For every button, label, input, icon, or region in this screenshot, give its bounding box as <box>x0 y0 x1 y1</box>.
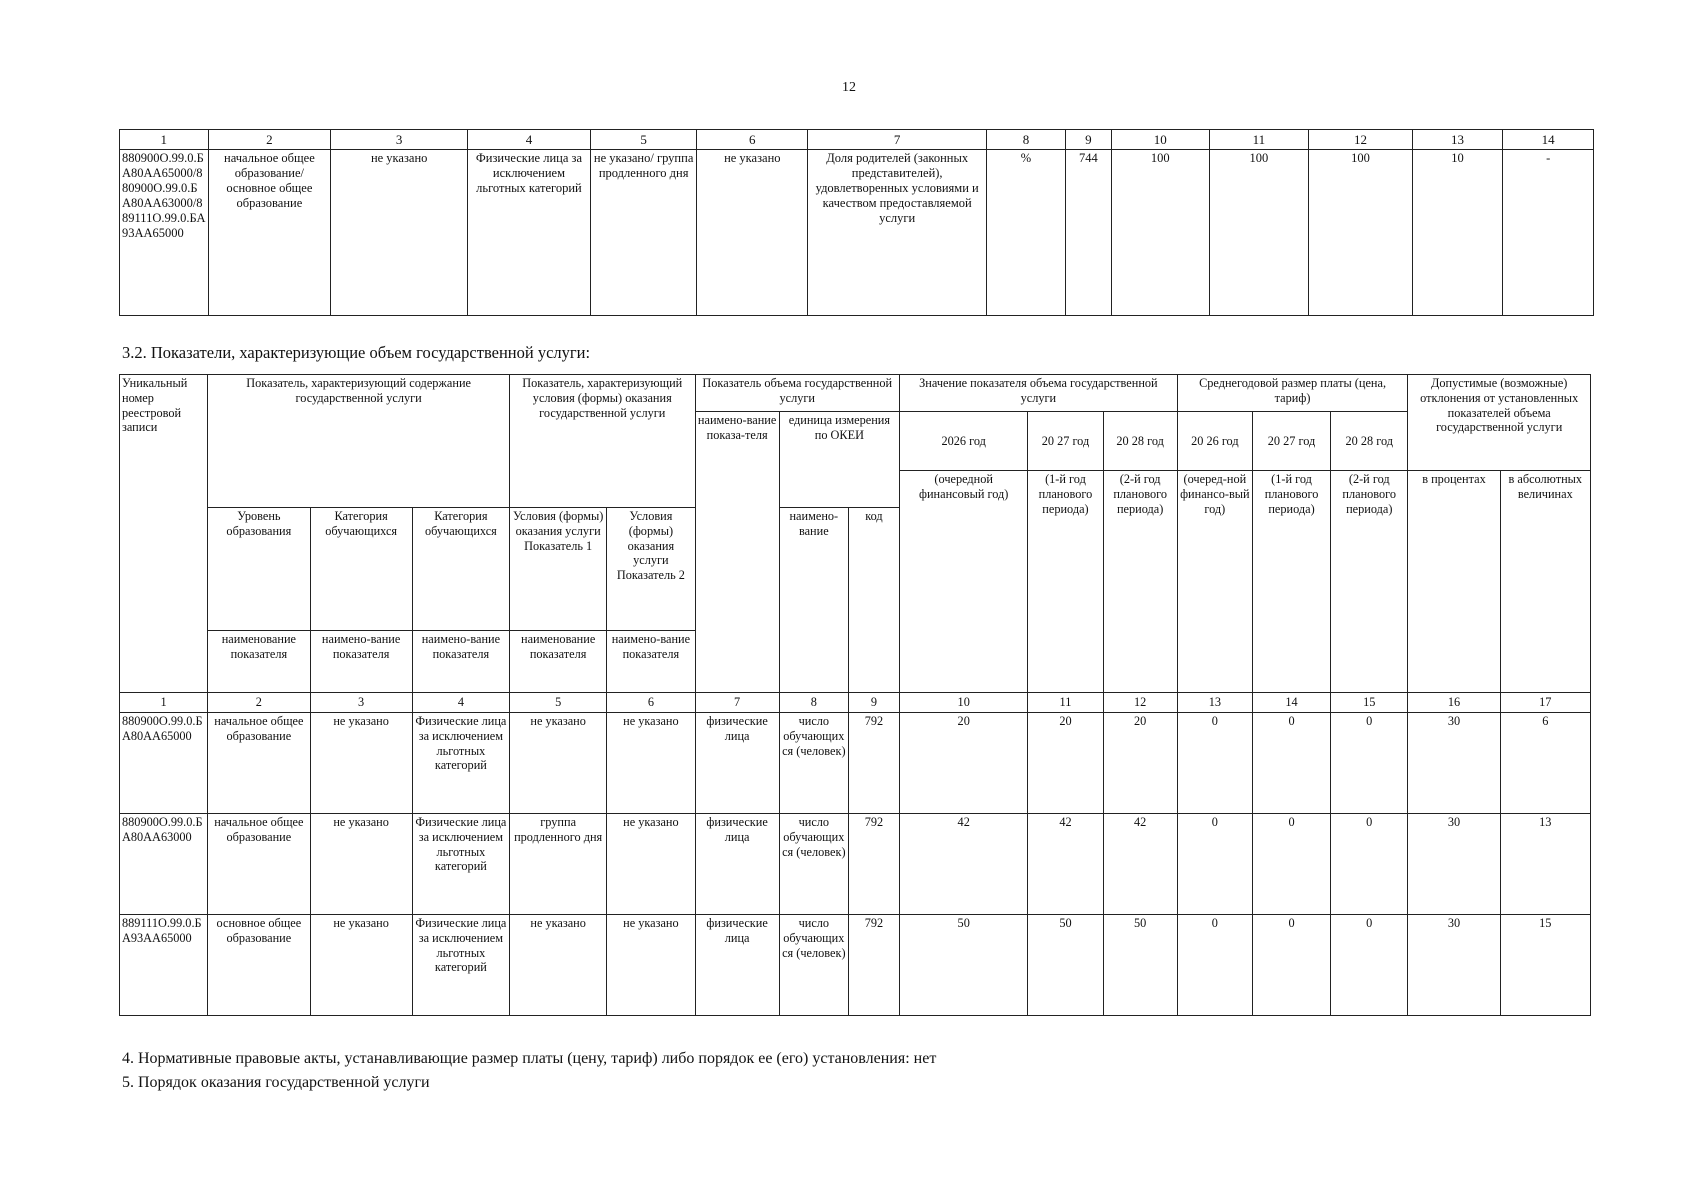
service-conditions: не указано <box>510 713 607 814</box>
education-level: основное общее образование <box>208 915 310 1016</box>
period-note: (1-й год планового периода) <box>1252 471 1330 693</box>
price-2027: 0 <box>1252 915 1330 1016</box>
value-2027: 20 <box>1028 713 1103 814</box>
year-header: 2026 год <box>900 412 1028 471</box>
indicator-name: Доля родителей (законных представителей), удовлетворенных условиями и качеством предоставляемой услуги <box>808 150 987 316</box>
value-2026: 20 <box>900 713 1028 814</box>
header-allowed-deviation: Допустимые (возможные) отклонения от установленных показателей объема государственной услуги <box>1408 375 1591 471</box>
page-number: 12 <box>842 80 856 95</box>
deviation-percent: 30 <box>1408 915 1500 1016</box>
table-row <box>120 915 1591 1016</box>
header-unit: единица измерения по ОКЕИ <box>779 412 899 508</box>
volume-indicator-name: физические лица <box>695 814 779 915</box>
header-average-price: Среднегодовой размер платы (цена, тариф) <box>1177 375 1408 412</box>
col-number: 2 <box>208 693 310 713</box>
deviation-percent: 30 <box>1408 814 1500 915</box>
header-volume-indicator: Показатель объема государственной услуги <box>695 375 900 412</box>
header-conditions-indicator: Показатель, характеризующий условия (формы) оказания государственной услуги <box>510 375 696 508</box>
col-number: 3 <box>331 130 468 150</box>
header-unit-name: наимено-вание <box>779 508 848 693</box>
table-row <box>120 713 1591 814</box>
volume-indicator-name: физические лица <box>695 915 779 1016</box>
education-level: начальное общее образование <box>208 713 310 814</box>
sub-header: Уровень образования <box>208 508 310 631</box>
col-number: 7 <box>808 130 987 150</box>
deviation-absolute: - <box>1503 150 1594 316</box>
table-row <box>120 150 1594 316</box>
service-conditions: не указано <box>510 915 607 1016</box>
student-category: Физические лица за исключением льготных категорий <box>412 814 509 915</box>
col-number: 7 <box>695 693 779 713</box>
deviation-absolute: 13 <box>1500 814 1590 915</box>
year-header: 20 26 год <box>1177 412 1252 471</box>
col-number: 17 <box>1500 693 1590 713</box>
col-number: 15 <box>1331 693 1408 713</box>
header-volume-value: Значение показателя объема государственной услуги <box>900 375 1178 412</box>
volume-indicator-name: физические лица <box>695 713 779 814</box>
price-2028: 0 <box>1331 814 1408 915</box>
value-2026: 50 <box>900 915 1028 1016</box>
col-number: 4 <box>412 693 509 713</box>
sub-header: Категория обучающихся <box>412 508 509 631</box>
price-2028: 0 <box>1331 915 1408 1016</box>
deviation-absolute: 15 <box>1500 915 1590 1016</box>
col-number: 5 <box>590 130 697 150</box>
value-2028: 42 <box>1103 814 1177 915</box>
deviation-absolute: 6 <box>1500 713 1590 814</box>
col-number: 13 <box>1412 130 1503 150</box>
deviation-percent: 10 <box>1412 150 1503 316</box>
footer-legal-acts: 4. Нормативные правовые акты, устанавливающие размер платы (цену, тариф) либо порядок ее (его) установления: нет <box>122 1050 937 1067</box>
col-number: 3 <box>310 693 412 713</box>
quality-indicators-table <box>119 129 1594 316</box>
col-number: 9 <box>848 693 899 713</box>
period-note: (очеред-ной финансо-вый год) <box>1177 471 1252 693</box>
col-number: 13 <box>1177 693 1252 713</box>
service-conditions: не указано/ группа продленного дня <box>590 150 697 316</box>
name-header: наименование показателя <box>510 631 607 693</box>
sub-header: Условия (формы) оказания услуги Показатель 2 <box>607 508 695 631</box>
year-header: 20 27 год <box>1252 412 1330 471</box>
deviation-percent: 30 <box>1408 713 1500 814</box>
price-2027: 0 <box>1252 713 1330 814</box>
col-number: 8 <box>987 130 1065 150</box>
unit-name: число обучающихся (человек) <box>779 814 848 915</box>
price-2028: 0 <box>1331 713 1408 814</box>
price-2026: 0 <box>1177 713 1252 814</box>
service-conditions: группа продленного дня <box>510 814 607 915</box>
col-number: 2 <box>208 130 331 150</box>
price-2026: 0 <box>1177 915 1252 1016</box>
col-number: 14 <box>1503 130 1594 150</box>
col-number: 12 <box>1309 130 1413 150</box>
col-number: 8 <box>779 693 848 713</box>
col-number: 5 <box>510 693 607 713</box>
unit-code: 744 <box>1065 150 1111 316</box>
header-volume-name: наимено-вание показа-теля <box>695 412 779 693</box>
education-level: начальное общее образование <box>208 814 310 915</box>
col-number: 12 <box>1103 693 1177 713</box>
cell: не указано <box>310 713 412 814</box>
sub-header: Категория обучающихся <box>310 508 412 631</box>
header-unique-number: Уникальный номер реестровой записи <box>120 375 208 693</box>
cell: не указано <box>331 150 468 316</box>
period-note: (очередной финансовый год) <box>900 471 1028 693</box>
header-unit-code: код <box>848 508 899 693</box>
name-header: наименование показателя <box>208 631 310 693</box>
col-number: 11 <box>1209 130 1309 150</box>
unit-name: % <box>987 150 1065 316</box>
volume-indicators-table <box>119 374 1591 1016</box>
value-2028: 20 <box>1103 713 1177 814</box>
table-row <box>120 814 1591 915</box>
value-2026: 42 <box>900 814 1028 915</box>
name-header: наимено-вание показателя <box>412 631 509 693</box>
period-note: (2-й год планового периода) <box>1103 471 1177 693</box>
table2-col-numbers <box>120 693 1591 713</box>
col-number: 6 <box>607 693 695 713</box>
price-2026: 0 <box>1177 814 1252 915</box>
period-note: (2-й год планового периода) <box>1331 471 1408 693</box>
cell: не указано <box>607 814 695 915</box>
value-2027: 50 <box>1028 915 1103 1016</box>
value-2027: 100 <box>1209 150 1309 316</box>
registry-number: 880900О.99.0.БА80АА65000/880900О.99.0.БА80АА63000/889111О.99.0.БА93АА65000 <box>120 150 209 316</box>
value-2028: 50 <box>1103 915 1177 1016</box>
section-title: 3.2. Показатели, характеризующие объем государственной услуги: <box>122 343 591 362</box>
unit-name: число обучающихся (человек) <box>779 915 848 1016</box>
header-deviation-absolute: в абсолютных величинах <box>1500 471 1590 693</box>
unit-code: 792 <box>848 814 899 915</box>
sub-header: Условия (формы) оказания услуги Показатель 1 <box>510 508 607 631</box>
header-deviation-percent: в процентах <box>1408 471 1500 693</box>
col-number: 16 <box>1408 693 1500 713</box>
value-2028: 100 <box>1309 150 1413 316</box>
col-number: 1 <box>120 130 209 150</box>
name-header: наимено-вание показателя <box>310 631 412 693</box>
education-level: начальное общее образование/ основное общее образование <box>208 150 331 316</box>
cell: не указано <box>607 915 695 1016</box>
registry-number: 889111О.99.0.БА93АА65000 <box>120 915 208 1016</box>
year-header: 20 28 год <box>1331 412 1408 471</box>
value-2027: 42 <box>1028 814 1103 915</box>
registry-number: 880900О.99.0.БА80АА63000 <box>120 814 208 915</box>
footer-service-procedure: 5. Порядок оказания государственной услуги <box>122 1074 430 1091</box>
table1-col-numbers <box>120 130 1594 150</box>
year-header: 20 28 год <box>1103 412 1177 471</box>
period-note: (1-й год планового периода) <box>1028 471 1103 693</box>
unit-code: 792 <box>848 915 899 1016</box>
col-number: 10 <box>1111 130 1209 150</box>
unit-code: 792 <box>848 713 899 814</box>
col-number: 9 <box>1065 130 1111 150</box>
cell: не указано <box>697 150 808 316</box>
name-header: наимено-вание показателя <box>607 631 695 693</box>
student-category: Физические лица за исключением льготных категорий <box>468 150 591 316</box>
col-number: 14 <box>1252 693 1330 713</box>
value-2026: 100 <box>1111 150 1209 316</box>
col-number: 11 <box>1028 693 1103 713</box>
cell: не указано <box>310 814 412 915</box>
col-number: 6 <box>697 130 808 150</box>
cell: не указано <box>607 713 695 814</box>
header-content-indicator: Показатель, характеризующий содержание государственной услуги <box>208 375 510 508</box>
col-number: 4 <box>468 130 591 150</box>
student-category: Физические лица за исключением льготных категорий <box>412 713 509 814</box>
col-number: 10 <box>900 693 1028 713</box>
price-2027: 0 <box>1252 814 1330 915</box>
unit-name: число обучающихся (человек) <box>779 713 848 814</box>
col-number: 1 <box>120 693 208 713</box>
student-category: Физические лица за исключением льготных категорий <box>412 915 509 1016</box>
year-header: 20 27 год <box>1028 412 1103 471</box>
cell: не указано <box>310 915 412 1016</box>
registry-number: 880900О.99.0.БА80АА65000 <box>120 713 208 814</box>
